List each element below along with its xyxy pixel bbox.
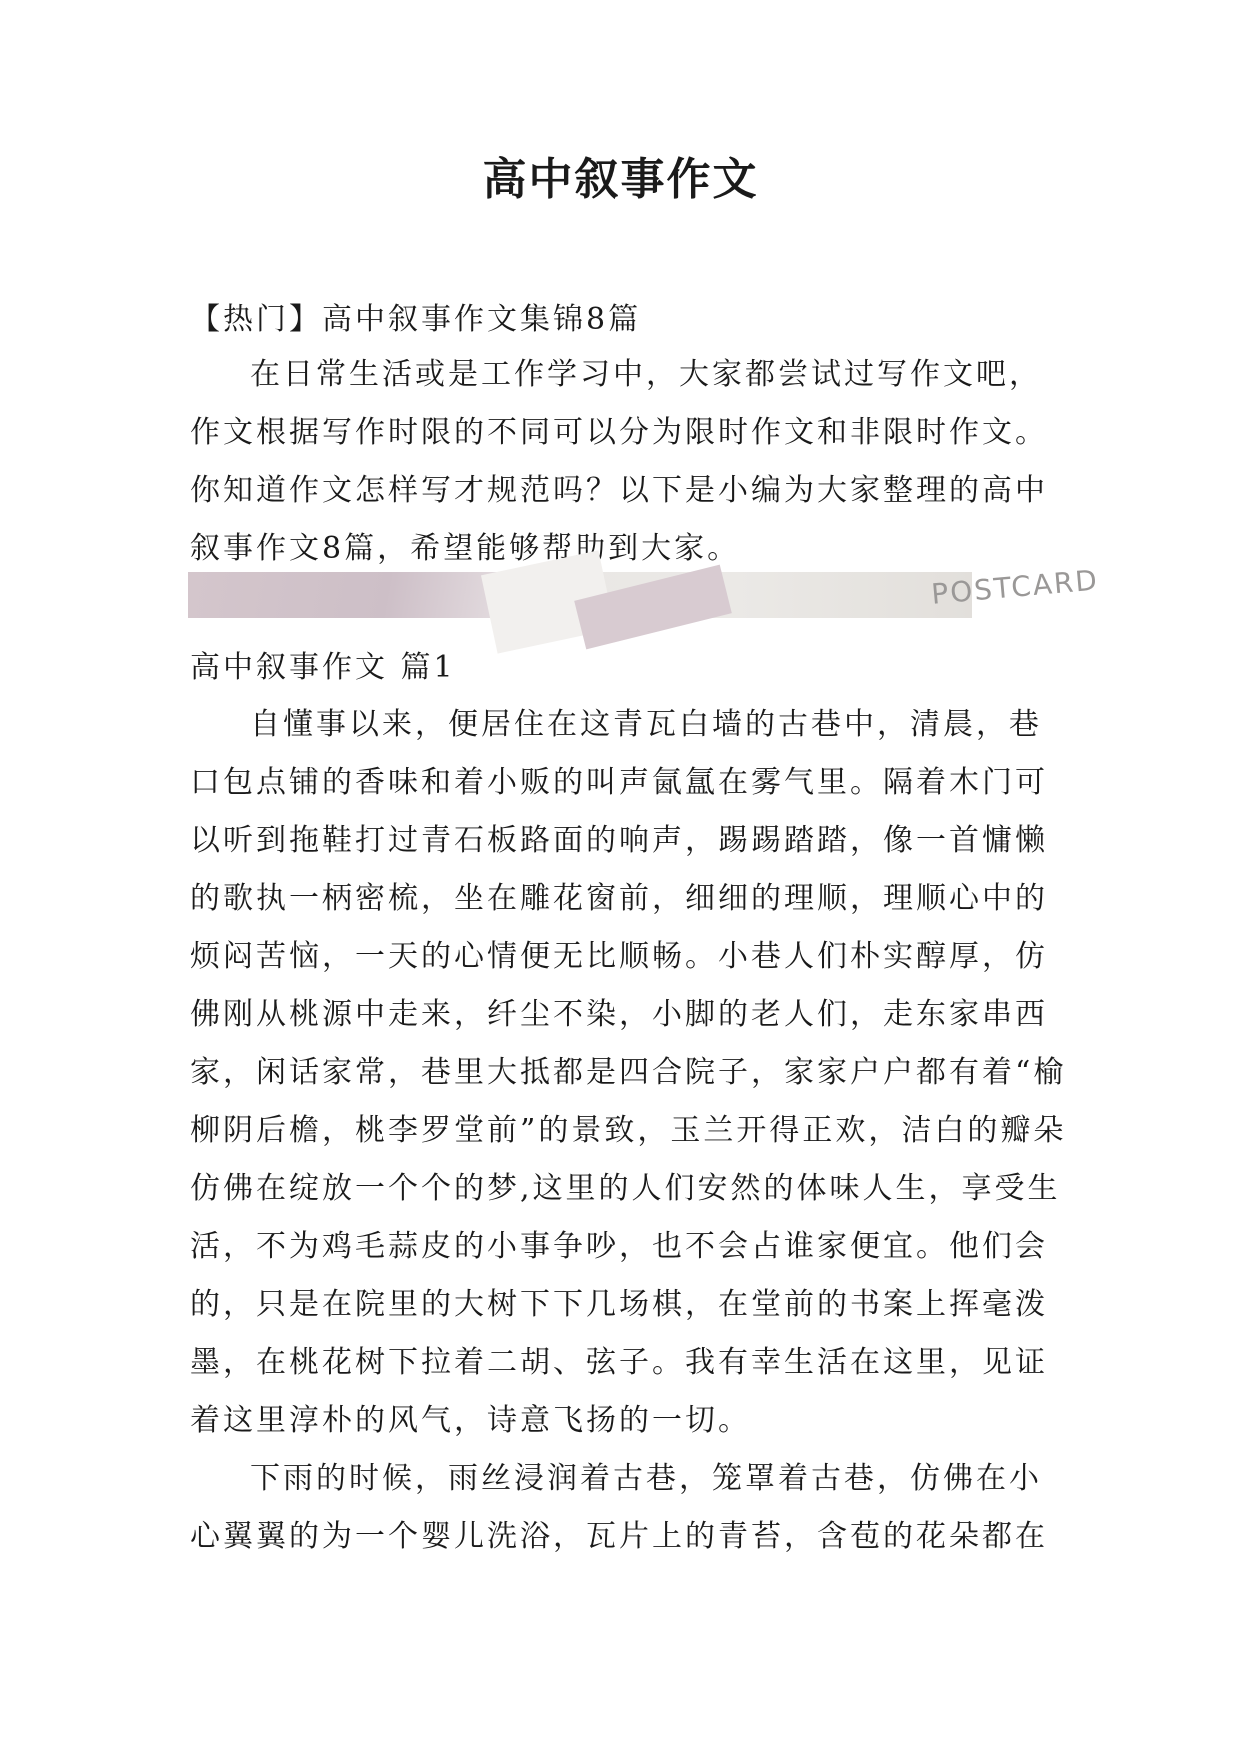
document-subtitle: 【热门】高中叙事作文集锦8篇 <box>190 302 642 337</box>
essay-body <box>190 696 1070 1566</box>
essay-paragraph: 自懂事以来，便居住在这青瓦白墙的古巷中，清晨，巷口包点铺的香味和着小贩的叫声氤氲在雾气里。隔着木门可以听到拖鞋打过青石板路面的响声，踢踢踏踏，像一首慵懒的歌执一柄密梳，坐在雕花窗前，细细的理顺，理顺心中的烦闷苦恼，一天的心情便无比顺畅。小巷人们朴实醇厚，仿佛刚从桃源中走来，纤尘不染，小脚的老人们，走东家串西家，闲话家常，巷里大抵都是四合院子，家家户户都有着“榆柳阴后檐，桃李罗堂前”的景致，玉兰开得正欢，洁白的瓣朵仿佛在绽放一个个的梦,这里的人们安然的体味人生，享受生活，不为鸡毛蒜皮的小事争吵，也不会占谁家便宜。他们会的，只是在院里的大树下下几场棋，在堂前的书案上挥毫泼墨，在桃花树下拉着二胡、弦子。我有幸生活在这里，见证着这里淳朴的风气，诗意飞扬的一切。 <box>190 707 1067 1438</box>
banner-pink-card <box>188 572 518 618</box>
banner-postcard-text: POSTCARD <box>930 563 1101 611</box>
intro-paragraph: 在日常生活或是工作学习中，大家都尝试过写作文吧，作文根据写作时限的不同可以分为限时作文和非限时作文。你知道作文怎样写才规范吗？以下是小编为大家整理的高中叙事作文8篇，希望能够帮助到大家。 <box>190 357 1048 566</box>
section-heading: 高中叙事作文 篇1 <box>190 650 456 685</box>
document-title: 高中叙事作文 <box>482 154 759 205</box>
postcard-banner-image <box>188 563 1101 618</box>
essay-paragraph: 下雨的时候，雨丝浸润着古巷，笼罩着古巷，仿佛在小心翼翼的为一个婴儿洗浴，瓦片上的青苔，含苞的花朵都在 <box>190 1461 1048 1554</box>
